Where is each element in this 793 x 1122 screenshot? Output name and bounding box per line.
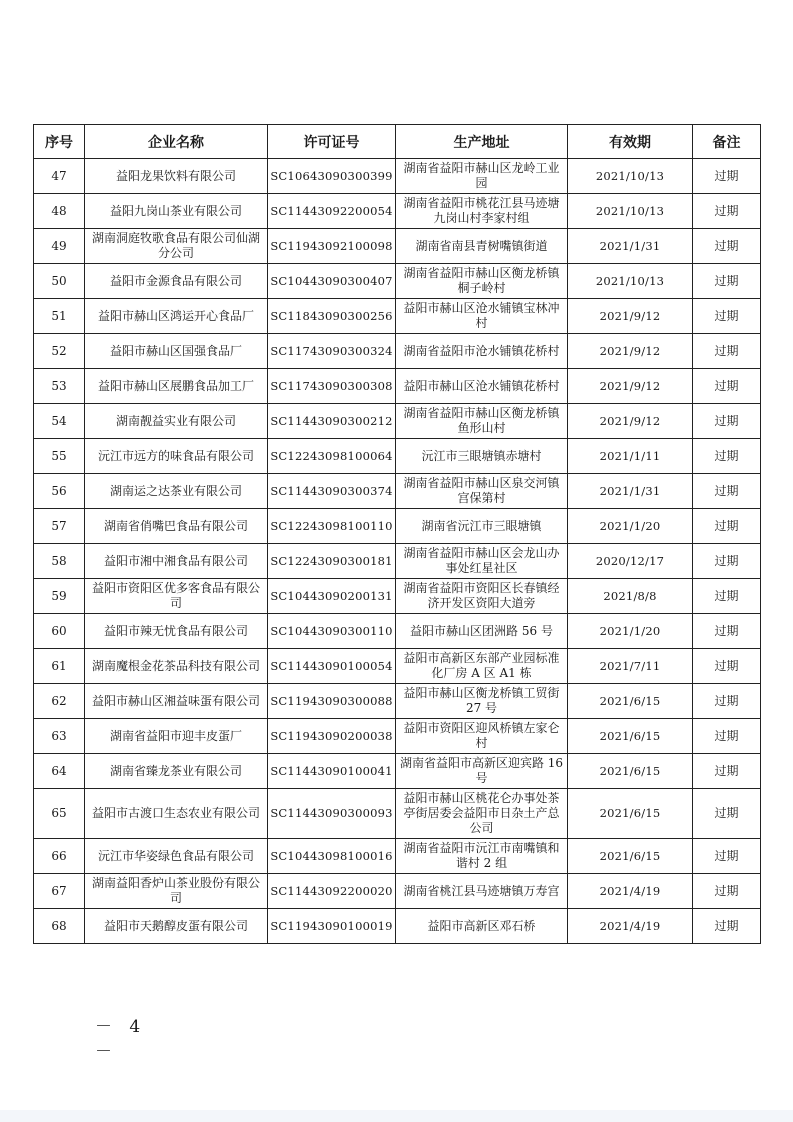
cell-company-name: 益阳市赫山区湘益味蛋有限公司 (85, 684, 268, 719)
cell-production-address: 湖南省益阳市赫山区衡龙桥镇鱼形山村 (396, 404, 568, 439)
cell-remark: 过期 (693, 789, 761, 839)
cell-production-address: 益阳市赫山区沧水铺镇宝林冲村 (396, 299, 568, 334)
table-row (34, 789, 761, 839)
header-expiry: 有效期 (568, 125, 693, 159)
cell-production-address: 湖南省益阳市沧水铺镇花桥村 (396, 334, 568, 369)
cell-expiry-date: 2020/12/17 (568, 544, 693, 579)
table-row (34, 874, 761, 909)
cell-production-address: 湖南省益阳市赫山区会龙山办事处红星社区 (396, 544, 568, 579)
cell-license-number: SC10643090300399 (268, 159, 396, 194)
cell-license-number: SC11743090300308 (268, 369, 396, 404)
cell-company-name: 益阳市赫山区鸿运开心食品厂 (85, 299, 268, 334)
cell-production-address: 湖南省南县青树嘴镇街道 (396, 229, 568, 264)
header-note: 备注 (693, 125, 761, 159)
cell-expiry-date: 2021/1/20 (568, 509, 693, 544)
cell-company-name: 益阳市金源食品有限公司 (85, 264, 268, 299)
cell-production-address: 湖南省益阳市桃花江县马迹塘九岗山村李家村组 (396, 194, 568, 229)
cell-company-name: 益阳龙果饮料有限公司 (85, 159, 268, 194)
cell-remark: 过期 (693, 874, 761, 909)
cell-license-number: SC11443090300374 (268, 474, 396, 509)
cell-expiry-date: 2021/6/15 (568, 754, 693, 789)
cell-expiry-date: 2021/10/13 (568, 194, 693, 229)
cell-seq: 48 (34, 194, 85, 229)
cell-company-name: 益阳市资阳区优多客食品有限公司 (85, 579, 268, 614)
table-row (34, 509, 761, 544)
cell-production-address: 湖南省益阳市赫山区龙岭工业园 (396, 159, 568, 194)
header-name: 企业名称 (85, 125, 268, 159)
cell-production-address: 益阳市赫山区团洲路 56 号 (396, 614, 568, 649)
cell-company-name: 益阳市赫山区展鹏食品加工厂 (85, 369, 268, 404)
cell-company-name: 湖南省俏嘴巴食品有限公司 (85, 509, 268, 544)
cell-expiry-date: 2021/4/19 (568, 874, 693, 909)
cell-license-number: SC11743090300324 (268, 334, 396, 369)
cell-production-address: 湖南省沅江市三眼塘镇 (396, 509, 568, 544)
cell-remark: 过期 (693, 439, 761, 474)
cell-seq: 49 (34, 229, 85, 264)
cell-production-address: 益阳市赫山区衡龙桥镇工贸街27 号 (396, 684, 568, 719)
cell-expiry-date: 2021/6/15 (568, 719, 693, 754)
table-row (34, 404, 761, 439)
cell-company-name: 湖南省益阳市迎丰皮蛋厂 (85, 719, 268, 754)
cell-remark: 过期 (693, 684, 761, 719)
cell-license-number: SC11943090300088 (268, 684, 396, 719)
table-row (34, 649, 761, 684)
cell-expiry-date: 2021/9/12 (568, 369, 693, 404)
table-row (34, 299, 761, 334)
cell-license-number: SC11443092200020 (268, 874, 396, 909)
cell-seq: 66 (34, 839, 85, 874)
cell-expiry-date: 2021/10/13 (568, 159, 693, 194)
cell-remark: 过期 (693, 194, 761, 229)
header-address: 生产地址 (396, 125, 568, 159)
cell-license-number: SC11943090100019 (268, 909, 396, 944)
cell-company-name: 湖南运之达茶业有限公司 (85, 474, 268, 509)
cell-production-address: 湖南省桃江县马迹塘镇万寿宫 (396, 874, 568, 909)
page-number: － 4 － (95, 1017, 147, 1062)
cell-seq: 57 (34, 509, 85, 544)
cell-seq: 67 (34, 874, 85, 909)
cell-company-name: 沅江市华姿绿色食品有限公司 (85, 839, 268, 874)
cell-expiry-date: 2021/9/12 (568, 334, 693, 369)
cell-seq: 61 (34, 649, 85, 684)
cell-license-number: SC11843090300256 (268, 299, 396, 334)
cell-seq: 63 (34, 719, 85, 754)
cell-remark: 过期 (693, 299, 761, 334)
cell-remark: 过期 (693, 404, 761, 439)
cell-expiry-date: 2021/6/15 (568, 839, 693, 874)
cell-remark: 过期 (693, 649, 761, 684)
cell-seq: 58 (34, 544, 85, 579)
cell-company-name: 益阳市古渡口生态农业有限公司 (85, 789, 268, 839)
cell-remark: 过期 (693, 159, 761, 194)
cell-production-address: 湖南省益阳市资阳区长春镇经济开发区资阳大道旁 (396, 579, 568, 614)
table-row (34, 474, 761, 509)
table-row (34, 369, 761, 404)
cell-expiry-date: 2021/9/12 (568, 404, 693, 439)
cell-license-number: SC12243090300181 (268, 544, 396, 579)
table-header-row (34, 125, 761, 159)
cell-expiry-date: 2021/7/11 (568, 649, 693, 684)
cell-expiry-date: 2021/9/12 (568, 299, 693, 334)
cell-license-number: SC11943092100098 (268, 229, 396, 264)
cell-license-number: SC10443090300407 (268, 264, 396, 299)
cell-seq: 65 (34, 789, 85, 839)
cell-remark: 过期 (693, 229, 761, 264)
cell-expiry-date: 2021/6/15 (568, 789, 693, 839)
cell-production-address: 益阳市高新区东部产业园标准化厂房 A 区 A1 栋 (396, 649, 568, 684)
cell-remark: 过期 (693, 754, 761, 789)
cell-expiry-date: 2021/8/8 (568, 579, 693, 614)
cell-production-address: 沅江市三眼塘镇赤塘村 (396, 439, 568, 474)
table-row (34, 579, 761, 614)
cell-company-name: 沅江市远方的味食品有限公司 (85, 439, 268, 474)
cell-license-number: SC11443090100054 (268, 649, 396, 684)
cell-production-address: 湖南省益阳市沅江市南嘴镇和谐村 2 组 (396, 839, 568, 874)
cell-remark: 过期 (693, 719, 761, 754)
table-row (34, 334, 761, 369)
table-row (34, 754, 761, 789)
cell-license-number: SC11443090300093 (268, 789, 396, 839)
enterprise-license-table (33, 124, 761, 944)
header-seq: 序号 (34, 125, 85, 159)
cell-company-name: 益阳市赫山区国强食品厂 (85, 334, 268, 369)
cell-production-address: 湖南省益阳市高新区迎宾路 16号 (396, 754, 568, 789)
cell-seq: 64 (34, 754, 85, 789)
cell-license-number: SC11943090200038 (268, 719, 396, 754)
cell-expiry-date: 2021/6/15 (568, 684, 693, 719)
cell-remark: 过期 (693, 909, 761, 944)
cell-remark: 过期 (693, 509, 761, 544)
cell-remark: 过期 (693, 334, 761, 369)
table-row (34, 159, 761, 194)
cell-seq: 47 (34, 159, 85, 194)
cell-expiry-date: 2021/4/19 (568, 909, 693, 944)
cell-license-number: SC10443098100016 (268, 839, 396, 874)
table-row (34, 544, 761, 579)
cell-remark: 过期 (693, 839, 761, 874)
table-row (34, 194, 761, 229)
table-body (34, 159, 761, 944)
scan-edge (0, 1110, 793, 1122)
cell-company-name: 湖南魔根金花茶品科技有限公司 (85, 649, 268, 684)
cell-seq: 52 (34, 334, 85, 369)
cell-license-number: SC12243098100110 (268, 509, 396, 544)
cell-company-name: 益阳市辣无忧食品有限公司 (85, 614, 268, 649)
cell-remark: 过期 (693, 369, 761, 404)
cell-company-name: 湖南益阳香炉山茶业股份有限公司 (85, 874, 268, 909)
cell-seq: 53 (34, 369, 85, 404)
cell-production-address: 益阳市赫山区桃花仑办事处茶亭街居委会益阳市日杂土产总公司 (396, 789, 568, 839)
table-row (34, 719, 761, 754)
cell-remark: 过期 (693, 264, 761, 299)
cell-company-name: 益阳九岗山茶业有限公司 (85, 194, 268, 229)
table-row (34, 839, 761, 874)
cell-seq: 54 (34, 404, 85, 439)
cell-company-name: 益阳市天鹅醇皮蛋有限公司 (85, 909, 268, 944)
cell-expiry-date: 2021/1/31 (568, 229, 693, 264)
table-row (34, 439, 761, 474)
table-row (34, 684, 761, 719)
cell-seq: 59 (34, 579, 85, 614)
cell-license-number: SC11443090100041 (268, 754, 396, 789)
cell-remark: 过期 (693, 544, 761, 579)
cell-remark: 过期 (693, 474, 761, 509)
cell-seq: 68 (34, 909, 85, 944)
cell-production-address: 湖南省益阳市赫山区衡龙桥镇桐子岭村 (396, 264, 568, 299)
cell-company-name: 湖南省臻龙茶业有限公司 (85, 754, 268, 789)
cell-seq: 62 (34, 684, 85, 719)
cell-remark: 过期 (693, 614, 761, 649)
cell-company-name: 益阳市湘中湘食品有限公司 (85, 544, 268, 579)
table-row (34, 229, 761, 264)
table-row (34, 264, 761, 299)
cell-license-number: SC11443092200054 (268, 194, 396, 229)
cell-seq: 50 (34, 264, 85, 299)
cell-company-name: 湖南靓益实业有限公司 (85, 404, 268, 439)
cell-remark: 过期 (693, 579, 761, 614)
cell-expiry-date: 2021/1/31 (568, 474, 693, 509)
cell-production-address: 益阳市高新区邓石桥 (396, 909, 568, 944)
cell-expiry-date: 2021/1/11 (568, 439, 693, 474)
cell-production-address: 益阳市资阳区迎风桥镇左家仑村 (396, 719, 568, 754)
table-row (34, 614, 761, 649)
cell-production-address: 益阳市赫山区沧水铺镇花桥村 (396, 369, 568, 404)
cell-seq: 60 (34, 614, 85, 649)
table-row (34, 909, 761, 944)
cell-expiry-date: 2021/10/13 (568, 264, 693, 299)
cell-license-number: SC10443090300110 (268, 614, 396, 649)
cell-license-number: SC11443090300212 (268, 404, 396, 439)
cell-seq: 56 (34, 474, 85, 509)
cell-seq: 51 (34, 299, 85, 334)
header-license: 许可证号 (268, 125, 396, 159)
cell-license-number: SC12243098100064 (268, 439, 396, 474)
cell-company-name: 湖南洞庭牧歌食品有限公司仙湖分公司 (85, 229, 268, 264)
cell-seq: 55 (34, 439, 85, 474)
cell-expiry-date: 2021/1/20 (568, 614, 693, 649)
cell-production-address: 湖南省益阳市赫山区泉交河镇宫保第村 (396, 474, 568, 509)
cell-license-number: SC10443090200131 (268, 579, 396, 614)
